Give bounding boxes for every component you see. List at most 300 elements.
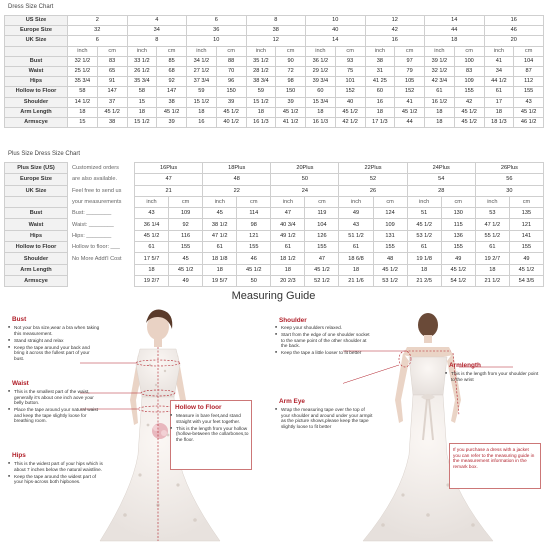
measure-cell: 87 <box>514 66 544 76</box>
measure-cell: 91 <box>97 77 127 87</box>
measure-cell: 61 <box>407 242 441 253</box>
size-header-cell: 18 <box>425 36 485 46</box>
unit-cell: inch <box>306 46 336 56</box>
unit-cell: inch <box>365 46 395 56</box>
measure-cell: 38 <box>365 56 395 66</box>
measure-cell: 34 1/2 <box>187 56 217 66</box>
measure-cell: 152 <box>395 87 425 97</box>
measure-cell: 54 1/2 <box>441 275 475 286</box>
measure-cell: 155 <box>237 242 271 253</box>
measure-cell: 70 <box>216 66 246 76</box>
measure-cell: 42 <box>454 97 484 107</box>
measure-cell: 65 <box>97 66 127 76</box>
measure-cell: 43 <box>135 208 169 219</box>
measure-cell: 37 <box>97 97 127 107</box>
measure-cell: 18 <box>306 107 336 117</box>
measure-cell: 50 <box>237 275 271 286</box>
table-row <box>5 26 544 36</box>
measure-cell: 49 <box>509 253 543 264</box>
measure-cell: 18 1/2 <box>271 253 305 264</box>
measure-cell: 19 2/7 <box>475 253 509 264</box>
size-header-cell: 8 <box>127 36 187 46</box>
measure-cell: 45 1/2 <box>276 107 306 117</box>
measure-cell: 18 <box>484 107 514 117</box>
measure-cell: 61 <box>203 242 237 253</box>
unit-cell: inch <box>187 46 217 56</box>
size-header-cell: 30 <box>475 185 543 196</box>
measure-cell: 141 <box>509 230 543 241</box>
measure-cell: 83 <box>454 66 484 76</box>
measure-cell: 36 1/4 <box>135 219 169 230</box>
measure-cell: 45 1/2 <box>514 107 544 117</box>
measure-cell: 119 <box>305 208 339 219</box>
plus-size-table <box>4 162 544 287</box>
unit-cell: cm <box>441 196 475 207</box>
unit-cell: cm <box>395 46 425 56</box>
measure-cell: 15 <box>68 117 98 127</box>
measure-cell: 152 <box>335 87 365 97</box>
measure-cell: 39 3/4 <box>306 77 336 87</box>
measure-cell: 32 1/2 <box>425 66 455 76</box>
measure-cell: 47 <box>305 253 339 264</box>
measure-cell: 39 <box>216 97 246 107</box>
measure-cell: 29 1/2 <box>306 66 336 76</box>
measure-cell: 38 <box>157 97 187 107</box>
measure-cell: 45 <box>169 253 203 264</box>
size-header-cell: 48 <box>203 174 271 185</box>
measure-cell: 40 1/2 <box>216 117 246 127</box>
custom-order-note: Waist: ________ <box>68 219 135 230</box>
measure-cell: 49 <box>339 208 373 219</box>
size-header-cell: 28 <box>407 185 475 196</box>
measure-cell: 41 <box>395 97 425 107</box>
unit-cell: inch <box>425 46 455 56</box>
measure-cell: 38 3/4 <box>246 77 276 87</box>
measure-cell: 45 1/2 <box>135 230 169 241</box>
size-header-cell: 8 <box>246 16 306 26</box>
measure-cell: 92 <box>169 219 203 230</box>
unit-cell: inch <box>127 46 157 56</box>
hips-heading: Hips <box>12 452 26 459</box>
measure-cell: 18 <box>425 117 455 127</box>
measure-cell: 112 <box>514 77 544 87</box>
measure-cell: 36 1/2 <box>306 56 336 66</box>
custom-order-note: Bust: ________ <box>68 208 135 219</box>
size-header-cell: 34 <box>127 26 187 36</box>
row-label: Armscye <box>5 275 68 286</box>
measure-cell: 45 1/2 <box>169 264 203 275</box>
unit-cell: cm <box>276 46 306 56</box>
measure-cell: 18 <box>187 107 217 117</box>
size-header-cell: 52 <box>339 174 407 185</box>
measure-cell: 92 <box>157 77 187 87</box>
measure-cell: 47 1/2 <box>475 219 509 230</box>
measure-cell: 48 <box>373 253 407 264</box>
measure-cell: 45 1/2 <box>305 264 339 275</box>
measure-cell: 60 <box>306 87 336 97</box>
measure-cell: 61 <box>339 242 373 253</box>
size-header-cell: 6 <box>187 16 247 26</box>
unit-cell: inch <box>339 196 373 207</box>
measure-cell: 136 <box>441 230 475 241</box>
size-header-cell: 56 <box>475 174 543 185</box>
row-label: Hips <box>5 77 68 87</box>
row-label: UK Size <box>5 36 68 46</box>
measure-cell: 16 <box>365 97 395 107</box>
measure-cell: 150 <box>276 87 306 97</box>
table-row <box>5 16 544 26</box>
measure-cell: 60 <box>365 87 395 97</box>
measure-cell: 15 <box>127 97 157 107</box>
size-header-cell: 14 <box>306 36 366 46</box>
table-row <box>5 56 544 66</box>
table-row <box>5 163 544 174</box>
measure-cell: 49 1/2 <box>271 230 305 241</box>
table-row <box>5 97 544 107</box>
row-label: US Size <box>5 16 68 26</box>
measure-cell: 44 <box>395 117 425 127</box>
measure-cell: 45 1/2 <box>454 107 484 117</box>
shoulder-instructions: ■ Keep your shoulders relaxed. ■ Start from the edge of one shoulder socket to the same point of the other shoulder at the back. ■ Keep the tape a little looser to fit better <box>275 325 371 357</box>
table-row <box>5 230 544 241</box>
measure-cell: 98 <box>276 77 306 87</box>
measure-cell: 124 <box>373 208 407 219</box>
measure-cell: 18 <box>271 264 305 275</box>
measure-cell: 147 <box>97 87 127 97</box>
measure-cell: 18 <box>365 107 395 117</box>
measure-cell: 58 <box>68 87 98 97</box>
unit-cell: inch <box>271 196 305 207</box>
table-row <box>5 87 544 97</box>
measure-cell: 14 1/2 <box>68 97 98 107</box>
measure-cell: 104 <box>305 219 339 230</box>
row-label: Hollow to Floor <box>5 242 68 253</box>
hollow-instructions: ■ Measure in bare feet,and stand straight with your feet together. ■ This is the length from your hollow (hollow-between the collarbones,to the floor. <box>170 413 250 444</box>
bust-instructions: ■ Not your bra size,wear a bra when taking this measurement. ■ Stand straight and relax ■ Keep the tape around your back and bring it across the fullest part of your bust. <box>8 325 100 363</box>
size-header-cell: 10 <box>306 16 366 26</box>
measure-cell: 155 <box>454 87 484 97</box>
unit-cell: cm <box>509 196 543 207</box>
measure-cell: 45 1/2 <box>454 117 484 127</box>
row-label: Shoulder <box>5 97 68 107</box>
unit-cell: inch <box>68 46 98 56</box>
measure-cell: 75 <box>335 66 365 76</box>
size-header-cell: 12 <box>246 36 306 46</box>
measure-cell: 15 3/4 <box>306 97 336 107</box>
unit-cell: cm <box>454 46 484 56</box>
measure-cell: 47 1/2 <box>203 230 237 241</box>
measure-cell: 115 <box>441 219 475 230</box>
measure-cell: 93 <box>335 56 365 66</box>
size-header-cell: 54 <box>407 174 475 185</box>
unit-cell: cm <box>373 196 407 207</box>
measure-cell: 53 <box>475 208 509 219</box>
measure-cell: 49 <box>169 275 203 286</box>
measure-cell: 34 <box>484 66 514 76</box>
unit-cell: cm <box>237 196 271 207</box>
table-row <box>5 117 544 127</box>
size-header-cell: 20 <box>484 36 544 46</box>
measure-cell: 40 3/4 <box>271 219 305 230</box>
size-header-cell: 44 <box>425 26 485 36</box>
table-row <box>5 46 544 56</box>
measure-cell: 31 <box>365 66 395 76</box>
measure-cell: 17 1/3 <box>365 117 395 127</box>
measure-cell: 155 <box>305 242 339 253</box>
unit-cell: inch <box>135 196 169 207</box>
measure-cell: 61 <box>271 242 305 253</box>
measure-cell: 26 1/2 <box>127 66 157 76</box>
custom-order-note: No More Addt'l Cost <box>68 253 135 264</box>
measure-cell: 61 <box>135 242 169 253</box>
measure-cell: 45 1/2 <box>216 107 246 117</box>
measure-cell: 54 3/5 <box>509 275 543 286</box>
measure-cell: 16 <box>187 117 217 127</box>
measure-cell: 121 <box>237 230 271 241</box>
measure-cell: 155 <box>169 242 203 253</box>
measure-cell: 45 1/2 <box>335 107 365 117</box>
row-label: Plus Size (US) <box>5 163 68 174</box>
custom-order-note: Feel free to send us <box>68 185 135 196</box>
measure-cell: 16 1/2 <box>425 97 455 107</box>
table-row <box>5 219 544 230</box>
measure-cell: 21 1/2 <box>475 275 509 286</box>
unit-cell: cm <box>216 46 246 56</box>
measure-cell: 96 <box>216 77 246 87</box>
measure-cell: 45 1/2 <box>509 264 543 275</box>
measure-cell: 100 <box>454 56 484 66</box>
measure-cell: 35 1/2 <box>246 56 276 66</box>
table-row <box>5 107 544 117</box>
size-header-cell: 6 <box>68 36 128 46</box>
table-row <box>5 77 544 87</box>
measure-cell: 16 1/3 <box>246 117 276 127</box>
measure-cell: 90 <box>276 56 306 66</box>
jacket-note: If you purchase a dress with a jacket you can refer to the measuring guide in the measurement information in the remark box. <box>453 447 535 469</box>
measure-cell: 18 <box>68 107 98 117</box>
measure-cell: 126 <box>305 230 339 241</box>
measure-cell: 19 2/7 <box>135 275 169 286</box>
measure-cell: 41 1/2 <box>276 117 306 127</box>
measure-cell: 72 <box>276 66 306 76</box>
armlength-heading: Armlength <box>449 362 481 369</box>
measure-cell: 121 <box>509 219 543 230</box>
custom-order-note: Hips: ________ <box>68 230 135 241</box>
note-spacer <box>68 264 135 275</box>
size-header-cell: 21 <box>135 185 203 196</box>
measure-cell: 51 <box>407 208 441 219</box>
size-header-cell: 32 <box>68 26 128 36</box>
measure-cell: 47 <box>271 208 305 219</box>
unit-cell: inch <box>246 46 276 56</box>
measure-cell: 155 <box>373 242 407 253</box>
measure-cell: 41 <box>484 56 514 66</box>
custom-order-note: Hollow to floor: ___ <box>68 242 135 253</box>
size-header-cell: 10 <box>187 36 247 46</box>
measure-cell: 45 1/2 <box>395 107 425 117</box>
table-row <box>5 208 544 219</box>
measure-cell: 97 <box>395 56 425 66</box>
size-header-cell: 4 <box>127 16 187 26</box>
measure-cell: 39 <box>157 117 187 127</box>
measure-cell: 109 <box>373 219 407 230</box>
custom-order-note: your measurements <box>68 196 135 207</box>
measure-cell: 45 1/2 <box>157 107 187 117</box>
measure-cell: 114 <box>237 208 271 219</box>
unit-cell: cm <box>305 196 339 207</box>
measure-cell: 59 <box>187 87 217 97</box>
measure-cell: 46 1/2 <box>514 117 544 127</box>
size-header-cell: 24Plus <box>407 163 475 174</box>
measure-cell: 109 <box>169 208 203 219</box>
measure-cell: 53 1/2 <box>373 275 407 286</box>
measure-cell: 61 <box>425 87 455 97</box>
measure-cell: 18 1/8 <box>203 253 237 264</box>
size-header-cell: 12 <box>365 16 425 26</box>
hollow-heading: Hollow to Floor <box>175 404 222 411</box>
measure-cell: 18 <box>425 107 455 117</box>
row-label: UK Size <box>5 185 68 196</box>
size-header-cell: 42 <box>365 26 425 36</box>
measure-cell: 61 <box>484 87 514 97</box>
measure-cell: 88 <box>216 56 246 66</box>
measure-cell: 28 1/2 <box>246 66 276 76</box>
measure-cell: 15 1/2 <box>187 97 217 107</box>
measure-cell: 45 1/2 <box>97 107 127 117</box>
measure-cell: 58 <box>127 87 157 97</box>
measure-cell: 16 1/3 <box>306 117 336 127</box>
measure-cell: 131 <box>373 230 407 241</box>
row-label: Waist <box>5 66 68 76</box>
measure-cell: 18 6/8 <box>339 253 373 264</box>
measure-cell: 32 1/2 <box>68 56 98 66</box>
unit-cell: inch <box>475 196 509 207</box>
measure-cell: 18 <box>135 264 169 275</box>
measure-cell: 46 <box>237 253 271 264</box>
measure-cell: 40 <box>335 97 365 107</box>
row-label: Armscye <box>5 117 68 127</box>
measure-cell: 39 1/2 <box>425 56 455 66</box>
measure-cell: 42 3/4 <box>425 77 455 87</box>
measure-cell: 79 <box>395 66 425 76</box>
measure-cell: 135 <box>509 208 543 219</box>
measure-cell: 17 5/7 <box>135 253 169 264</box>
size-header-cell: 24 <box>271 185 339 196</box>
measure-cell: 19 5/7 <box>203 275 237 286</box>
measure-cell: 85 <box>157 56 187 66</box>
custom-order-note: are also available. <box>68 174 135 185</box>
table-row <box>5 66 544 76</box>
size-header-cell: 47 <box>135 174 203 185</box>
unit-cell: cm <box>514 46 544 56</box>
measure-cell: 17 <box>484 97 514 107</box>
measure-cell: 18 <box>407 264 441 275</box>
measure-cell: 49 <box>441 253 475 264</box>
table-row <box>5 196 544 207</box>
measure-cell: 59 <box>246 87 276 97</box>
measure-cell: 18 <box>339 264 373 275</box>
row-label: Waist <box>5 219 68 230</box>
row-label: Shoulder <box>5 253 68 264</box>
measure-cell: 21 1/6 <box>339 275 373 286</box>
custom-order-note: Customized orders <box>68 163 135 174</box>
row-label: Arm Length <box>5 264 68 275</box>
measure-cell: 35 3/4 <box>127 77 157 87</box>
size-header-cell: 40 <box>306 26 366 36</box>
measure-cell: 38 1/2 <box>203 219 237 230</box>
size-header-cell: 46 <box>484 26 544 36</box>
size-header-cell: 26 <box>339 185 407 196</box>
row-label <box>5 196 68 207</box>
measure-cell: 155 <box>514 87 544 97</box>
arm-eye-heading: Arm Eye <box>279 398 305 405</box>
measure-cell: 98 <box>237 219 271 230</box>
armlength-instructions: ■ This is the length from your shoulder point to the wrist <box>445 371 541 384</box>
row-label: Bust <box>5 56 68 66</box>
regular-chart-title: Dress Size Chart <box>8 4 54 10</box>
size-header-cell: 18Plus <box>203 163 271 174</box>
table-row <box>5 185 544 196</box>
row-label: Hollow to Floor <box>5 87 68 97</box>
measure-cell: 147 <box>157 87 187 97</box>
measure-cell: 44 1/2 <box>484 77 514 87</box>
front-measure-panel <box>0 305 273 546</box>
unit-cell: inch <box>407 196 441 207</box>
measure-cell: 155 <box>509 242 543 253</box>
row-label: Bust <box>5 208 68 219</box>
table-row <box>5 36 544 46</box>
size-header-cell: 50 <box>271 174 339 185</box>
measure-cell: 18 <box>246 107 276 117</box>
measure-cell: 45 1/2 <box>373 264 407 275</box>
measure-cell: 61 <box>475 242 509 253</box>
measure-cell: 33 1/2 <box>127 56 157 66</box>
measuring-guide-title: Measuring Guide <box>231 290 316 302</box>
measure-cell: 130 <box>441 208 475 219</box>
measure-cell: 104 <box>514 56 544 66</box>
measure-cell: 41 25 <box>365 77 395 87</box>
size-header-cell: 2 <box>68 16 128 26</box>
measure-cell: 105 <box>395 77 425 87</box>
row-label: Hips <box>5 230 68 241</box>
table-row <box>5 253 544 264</box>
measure-cell: 45 1/2 <box>407 219 441 230</box>
measure-cell: 45 1/2 <box>237 264 271 275</box>
size-header-cell: 22 <box>203 185 271 196</box>
measure-cell: 51 1/2 <box>339 230 373 241</box>
measure-cell: 68 <box>157 66 187 76</box>
unit-cell: cm <box>335 46 365 56</box>
back-measure-panel <box>273 305 547 546</box>
measure-cell: 55 1/2 <box>475 230 509 241</box>
measure-cell: 101 <box>335 77 365 87</box>
waist-heading: Waist <box>12 380 29 387</box>
hips-instructions: ■ This is the widest part of your hips which is about 7 inches below the natural waistline. ■ Keep the tape around the widest part of your hips-across both hipbones. <box>8 461 103 486</box>
size-header-cell: 16 <box>365 36 425 46</box>
measure-cell: 18 <box>475 264 509 275</box>
measure-cell: 18 1/3 <box>484 117 514 127</box>
unit-cell: inch <box>484 46 514 56</box>
measure-cell: 52 1/2 <box>305 275 339 286</box>
measure-cell: 43 <box>514 97 544 107</box>
size-header-cell: 26Plus <box>475 163 543 174</box>
size-header-cell: 36 <box>187 26 247 36</box>
note-spacer <box>68 275 135 286</box>
measure-cell: 45 <box>203 208 237 219</box>
arm-eye-instructions: ■ Wrap the measuring tape over the top of your shoulder and around under your armpit as the picture shows,please keep the tape slightly loose to fit better <box>275 407 373 431</box>
waist-instructions: ■ This is the smallest part of the waist, generally it's about one inch aove your belly button. ■ Place the tape around your natural waist and keep the tape slightly loose for breathing room. <box>8 389 100 426</box>
measure-cell: 116 <box>169 230 203 241</box>
